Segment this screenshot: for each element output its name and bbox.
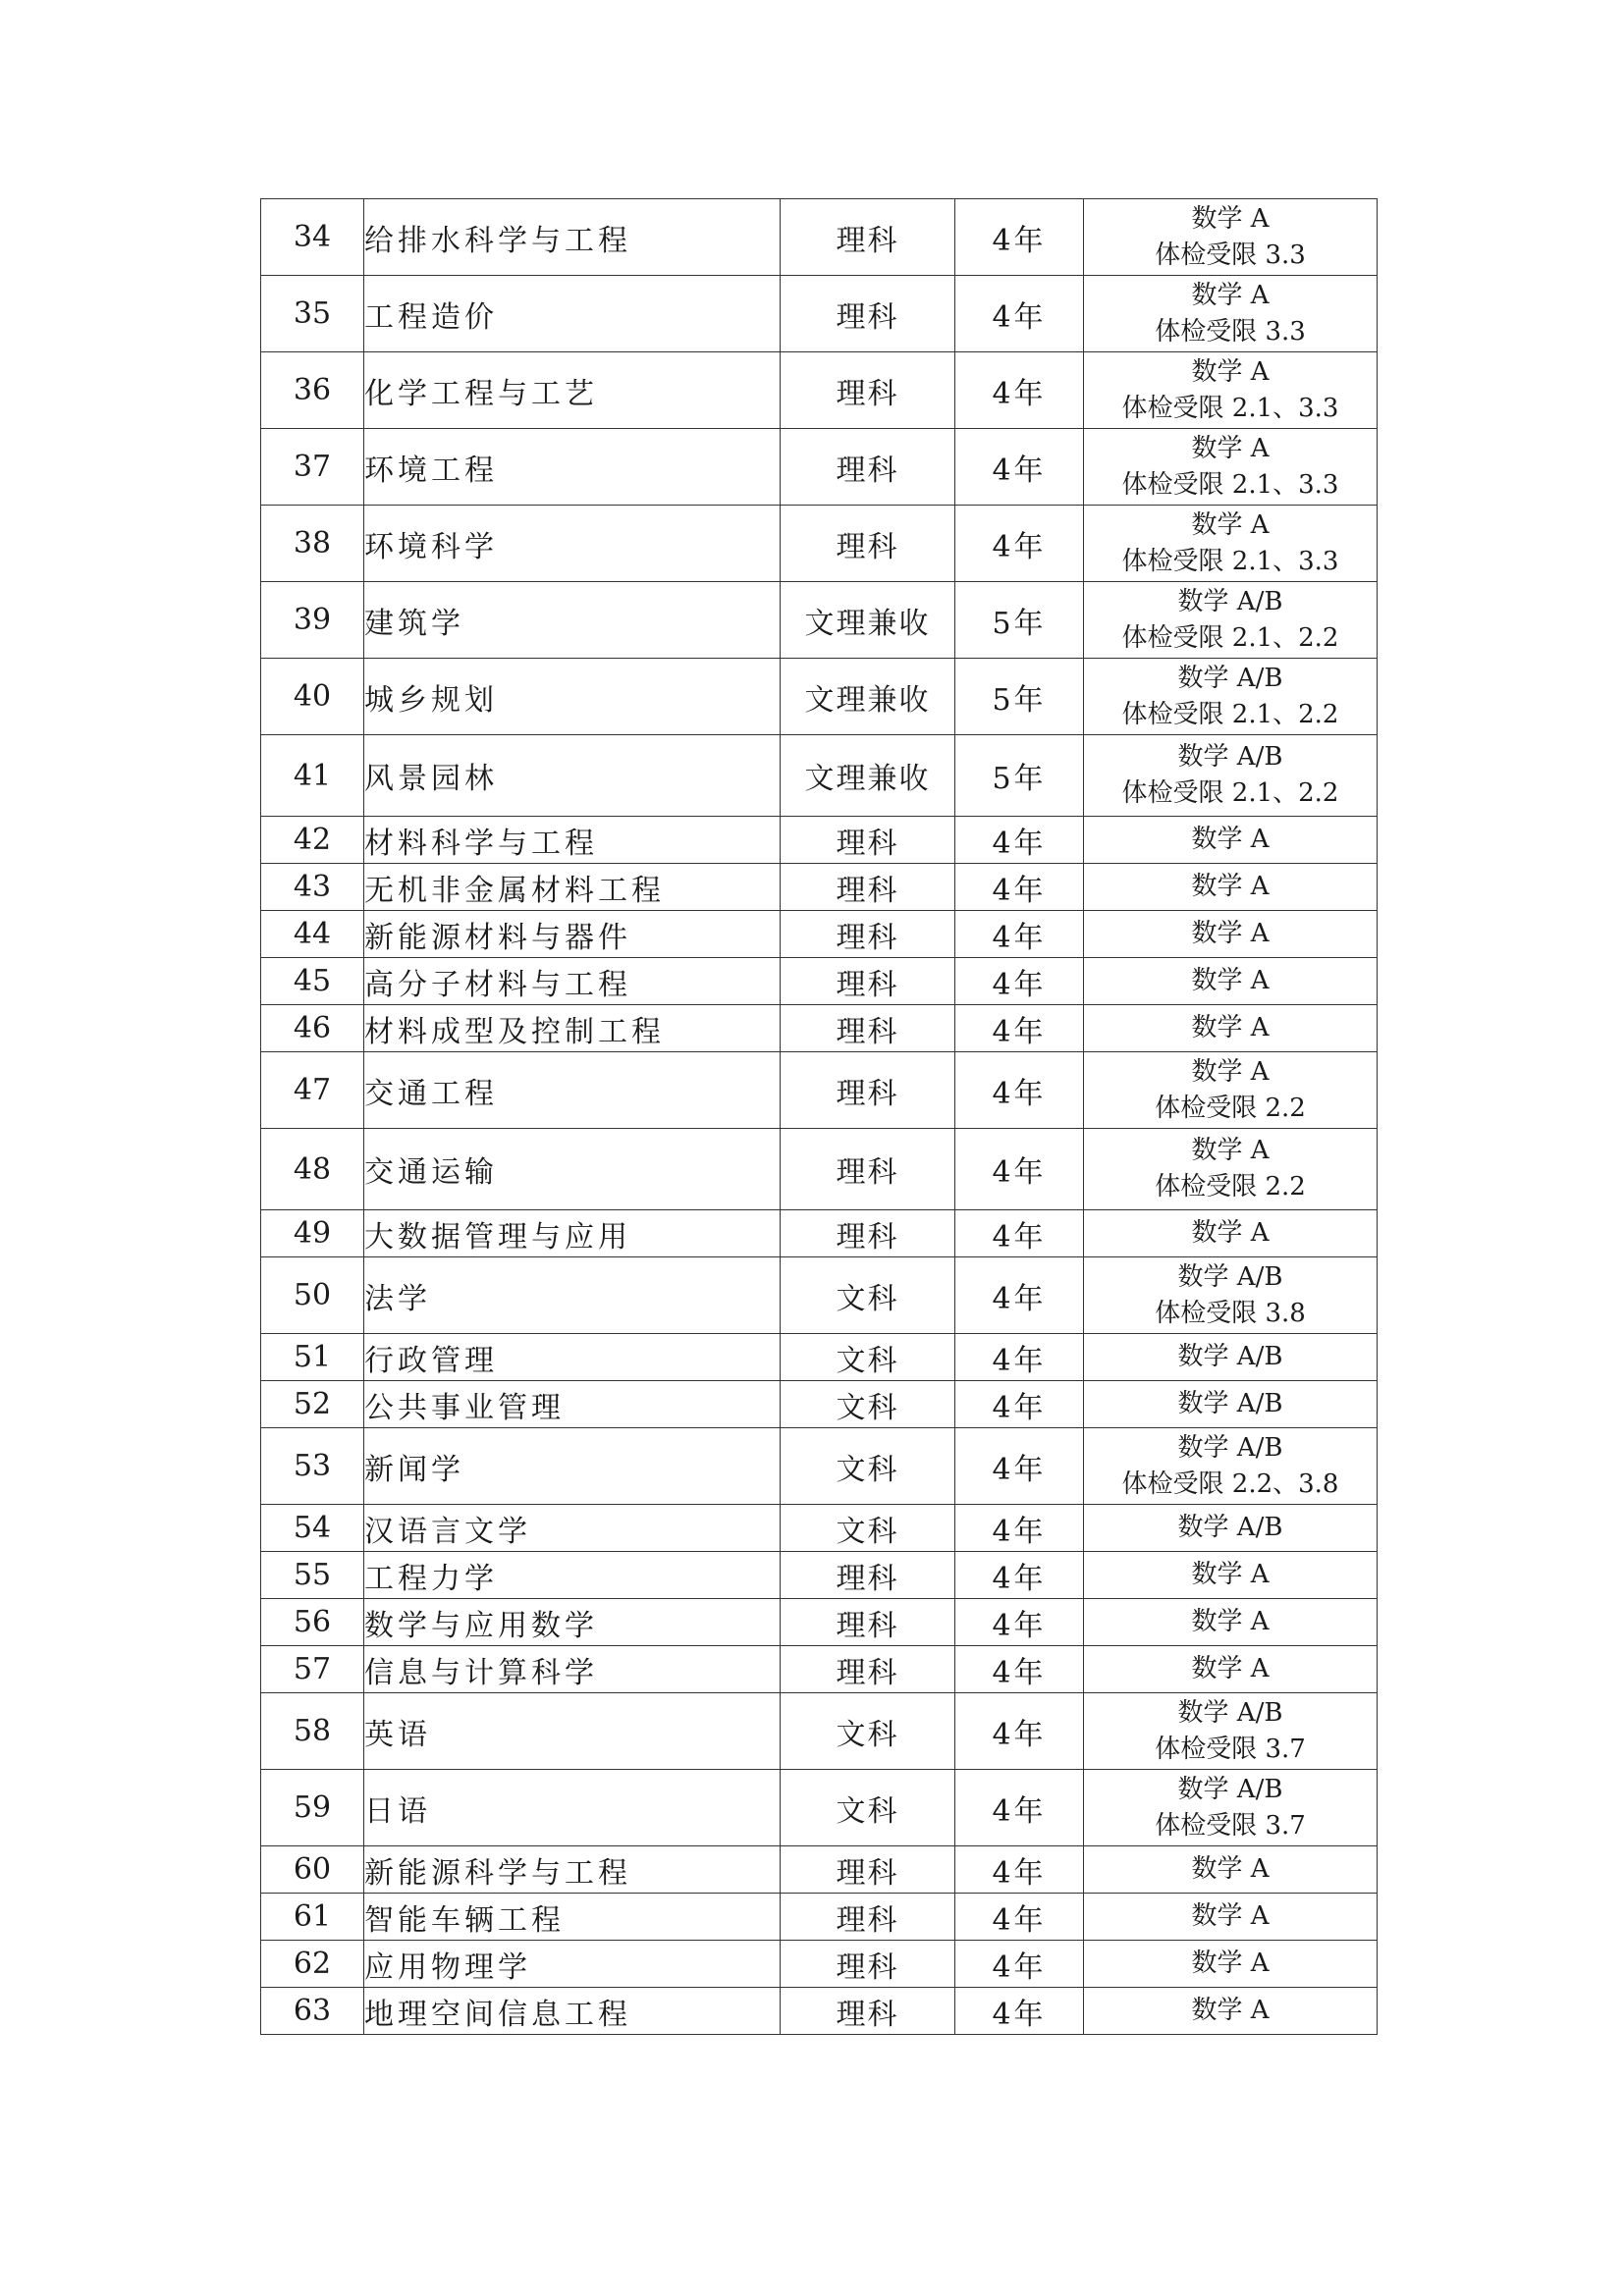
cell-duration: 4年 [955,1210,1084,1257]
cell-duration: 4年 [955,1770,1084,1846]
cell-major-name: 高分子材料与工程 [364,958,781,1005]
table-row [261,1941,1378,1988]
cell-category: 理科 [781,1941,955,1988]
cell-number: 55 [261,1552,364,1599]
cell-category: 理科 [781,352,955,429]
health-restriction: 体检受限 2.2、3.8 [1121,1468,1339,1499]
cell-category: 理科 [781,429,955,506]
cell-major-name: 交通工程 [364,1052,781,1129]
cell-major-name: 新闻学 [364,1428,781,1505]
cell-requirements [1084,1552,1378,1599]
cell-requirements [1084,1129,1378,1210]
cell-major-name: 地理空间信息工程 [364,1988,781,2035]
table-row [261,199,1378,276]
cell-requirements [1084,659,1378,735]
cell-duration: 4年 [955,1381,1084,1428]
cell-number: 37 [261,429,364,506]
cell-duration: 4年 [955,1005,1084,1052]
cell-category: 文理兼收 [781,735,955,817]
cell-requirements [1084,864,1378,911]
cell-number: 44 [261,911,364,958]
cell-major-name: 应用物理学 [364,1941,781,1988]
math-requirement: 数学 A [1191,872,1270,901]
table-row [261,582,1378,659]
cell-requirements [1084,1894,1378,1941]
cell-major-name: 环境工程 [364,429,781,506]
math-requirement: 数学 A [1191,203,1270,234]
math-requirement: 数学 A/B [1177,1261,1283,1292]
math-requirement: 数学 A [1191,1996,1270,2025]
cell-requirements [1084,1428,1378,1505]
cell-duration: 4年 [955,1428,1084,1505]
cell-number: 36 [261,352,364,429]
cell-number: 45 [261,958,364,1005]
cell-major-name: 公共事业管理 [364,1381,781,1428]
health-restriction: 体检受限 3.3 [1155,316,1306,347]
cell-number: 63 [261,1988,364,2035]
health-restriction: 体检受限 2.2 [1155,1093,1306,1123]
table-row [261,1646,1378,1693]
math-requirement: 数学 A [1191,1013,1270,1042]
cell-major-name: 日语 [364,1770,781,1846]
cell-number: 52 [261,1381,364,1428]
math-requirement: 数学 A [1191,966,1270,995]
cell-duration: 4年 [955,1599,1084,1646]
math-requirement: 数学 A/B [1177,1342,1283,1371]
table-row [261,276,1378,352]
cell-requirements [1084,1988,1378,2035]
cell-category: 理科 [781,1005,955,1052]
cell-category: 文科 [781,1381,955,1428]
cell-number: 61 [261,1894,364,1941]
math-requirement: 数学 A/B [1177,1774,1283,1804]
cell-requirements [1084,1052,1378,1129]
cell-category: 文科 [781,1257,955,1334]
math-requirement: 数学 A [1191,1654,1270,1683]
health-restriction: 体检受限 3.7 [1155,1810,1306,1841]
cell-number: 39 [261,582,364,659]
cell-number: 62 [261,1941,364,1988]
health-restriction: 体检受限 2.1、2.2 [1121,622,1339,653]
math-requirement: 数学 A [1191,825,1270,854]
cell-duration: 4年 [955,1846,1084,1894]
table-row [261,659,1378,735]
cell-duration: 5年 [955,582,1084,659]
table-row [261,911,1378,958]
cell-requirements [1084,735,1378,817]
cell-major-name: 材料成型及控制工程 [364,1005,781,1052]
health-restriction: 体检受限 2.1、2.2 [1121,699,1339,729]
cell-requirements [1084,1005,1378,1052]
cell-duration: 4年 [955,1941,1084,1988]
cell-requirements [1084,582,1378,659]
math-requirement: 数学 A [1191,433,1270,463]
cell-major-name: 行政管理 [364,1334,781,1381]
cell-category: 文科 [781,1693,955,1770]
health-restriction: 体检受限 3.7 [1155,1734,1306,1764]
cell-number: 40 [261,659,364,735]
cell-category: 文科 [781,1428,955,1505]
cell-requirements [1084,429,1378,506]
cell-category: 文理兼收 [781,659,955,735]
math-requirement: 数学 A/B [1177,663,1283,693]
cell-category: 文科 [781,1505,955,1552]
table-row [261,1257,1378,1334]
cell-number: 48 [261,1129,364,1210]
cell-category: 理科 [781,958,955,1005]
table-row [261,735,1378,817]
math-requirement: 数学 A/B [1177,586,1283,616]
table-row [261,1988,1378,2035]
math-requirement: 数学 A [1191,919,1270,948]
math-requirement: 数学 A/B [1177,1513,1283,1542]
cell-duration: 4年 [955,1052,1084,1129]
table-row [261,1334,1378,1381]
cell-duration: 4年 [955,1334,1084,1381]
table-row [261,352,1378,429]
cell-category: 理科 [781,506,955,582]
cell-number: 59 [261,1770,364,1846]
math-requirement: 数学 A [1191,1901,1270,1931]
cell-requirements [1084,1505,1378,1552]
cell-requirements [1084,1334,1378,1381]
cell-duration: 4年 [955,1552,1084,1599]
math-requirement: 数学 A [1191,356,1270,387]
cell-major-name: 材料科学与工程 [364,817,781,864]
cell-category: 文科 [781,1770,955,1846]
cell-category: 理科 [781,1646,955,1693]
cell-number: 50 [261,1257,364,1334]
cell-duration: 4年 [955,276,1084,352]
health-restriction: 体检受限 2.1、2.2 [1121,778,1339,808]
math-requirement: 数学 A [1191,1560,1270,1589]
health-restriction: 体检受限 2.2 [1155,1172,1306,1201]
cell-number: 42 [261,817,364,864]
cell-number: 57 [261,1646,364,1693]
cell-duration: 4年 [955,911,1084,958]
cell-number: 53 [261,1428,364,1505]
math-requirement: 数学 A [1191,1136,1270,1165]
cell-category: 理科 [781,1894,955,1941]
cell-category: 文理兼收 [781,582,955,659]
cell-major-name: 信息与计算科学 [364,1646,781,1693]
health-restriction: 体检受限 2.1、3.3 [1121,546,1339,576]
cell-major-name: 无机非金属材料工程 [364,864,781,911]
cell-duration: 5年 [955,735,1084,817]
table-row [261,1599,1378,1646]
table-row [261,506,1378,582]
cell-category: 理科 [781,1129,955,1210]
cell-requirements [1084,817,1378,864]
table-row [261,958,1378,1005]
cell-requirements [1084,1941,1378,1988]
table-row [261,1052,1378,1129]
cell-duration: 4年 [955,199,1084,276]
cell-major-name: 英语 [364,1693,781,1770]
cell-number: 43 [261,864,364,911]
cell-category: 理科 [781,276,955,352]
cell-category: 理科 [781,1599,955,1646]
table-row [261,1381,1378,1428]
math-requirement: 数学 A/B [1177,1432,1283,1463]
cell-duration: 4年 [955,817,1084,864]
cell-major-name: 大数据管理与应用 [364,1210,781,1257]
table-row [261,817,1378,864]
health-restriction: 体检受限 2.1、3.3 [1121,393,1339,423]
cell-number: 54 [261,1505,364,1552]
cell-requirements [1084,1599,1378,1646]
cell-category: 理科 [781,817,955,864]
cell-duration: 4年 [955,1988,1084,2035]
cell-requirements [1084,506,1378,582]
cell-category: 理科 [781,1552,955,1599]
cell-number: 60 [261,1846,364,1894]
cell-duration: 4年 [955,1646,1084,1693]
cell-requirements [1084,1257,1378,1334]
table-row [261,1693,1378,1770]
math-requirement: 数学 A [1191,1607,1270,1636]
cell-category: 理科 [781,1052,955,1129]
cell-requirements [1084,1210,1378,1257]
cell-major-name: 化学工程与工艺 [364,352,781,429]
math-requirement: 数学 A [1191,509,1270,540]
cell-duration: 4年 [955,352,1084,429]
majors-table-body [261,199,1378,2035]
cell-major-name: 数学与应用数学 [364,1599,781,1646]
cell-major-name: 建筑学 [364,582,781,659]
cell-number: 51 [261,1334,364,1381]
cell-major-name: 交通运输 [364,1129,781,1210]
cell-number: 41 [261,735,364,817]
cell-number: 56 [261,1599,364,1646]
cell-category: 理科 [781,1210,955,1257]
cell-duration: 4年 [955,864,1084,911]
cell-number: 35 [261,276,364,352]
health-restriction: 体检受限 3.3 [1155,240,1306,270]
cell-requirements [1084,199,1378,276]
cell-requirements [1084,958,1378,1005]
cell-requirements [1084,1381,1378,1428]
table-row [261,1129,1378,1210]
cell-major-name: 城乡规划 [364,659,781,735]
cell-major-name: 汉语言文学 [364,1505,781,1552]
cell-requirements [1084,1646,1378,1693]
cell-duration: 5年 [955,659,1084,735]
math-requirement: 数学 A/B [1177,742,1283,772]
health-restriction: 体检受限 3.8 [1155,1298,1306,1328]
cell-number: 47 [261,1052,364,1129]
table-row [261,429,1378,506]
math-requirement: 数学 A/B [1177,1389,1283,1418]
cell-requirements [1084,276,1378,352]
cell-duration: 4年 [955,1505,1084,1552]
math-requirement: 数学 A [1191,1949,1270,1978]
table-row [261,1428,1378,1505]
cell-category: 理科 [781,911,955,958]
cell-requirements [1084,911,1378,958]
cell-number: 38 [261,506,364,582]
cell-duration: 4年 [955,429,1084,506]
math-requirement: 数学 A [1191,280,1270,310]
cell-number: 46 [261,1005,364,1052]
table-row [261,1846,1378,1894]
cell-major-name: 环境科学 [364,506,781,582]
cell-category: 理科 [781,1988,955,2035]
cell-number: 49 [261,1210,364,1257]
cell-number: 58 [261,1693,364,1770]
cell-major-name: 法学 [364,1257,781,1334]
cell-major-name: 风景园林 [364,735,781,817]
table-row [261,1552,1378,1599]
table-row [261,1770,1378,1846]
cell-duration: 4年 [955,506,1084,582]
cell-category: 文科 [781,1334,955,1381]
table-row [261,1005,1378,1052]
cell-major-name: 工程造价 [364,276,781,352]
cell-requirements [1084,1693,1378,1770]
cell-category: 理科 [781,1846,955,1894]
math-requirement: 数学 A [1191,1854,1270,1884]
cell-major-name: 给排水科学与工程 [364,199,781,276]
health-restriction: 体检受限 2.1、3.3 [1121,469,1339,500]
math-requirement: 数学 A [1191,1056,1270,1087]
math-requirement: 数学 A [1191,1218,1270,1248]
cell-category: 理科 [781,864,955,911]
cell-major-name: 新能源材料与器件 [364,911,781,958]
cell-category: 理科 [781,199,955,276]
cell-requirements [1084,1846,1378,1894]
table-row [261,1505,1378,1552]
cell-requirements [1084,352,1378,429]
cell-major-name: 新能源科学与工程 [364,1846,781,1894]
cell-duration: 4年 [955,958,1084,1005]
table-row [261,1894,1378,1941]
majors-table [260,198,1378,2035]
cell-number: 34 [261,199,364,276]
table-row [261,1210,1378,1257]
math-requirement: 数学 A/B [1177,1697,1283,1728]
cell-duration: 4年 [955,1894,1084,1941]
cell-major-name: 工程力学 [364,1552,781,1599]
cell-duration: 4年 [955,1129,1084,1210]
cell-major-name: 智能车辆工程 [364,1894,781,1941]
cell-duration: 4年 [955,1693,1084,1770]
cell-requirements [1084,1770,1378,1846]
table-row [261,864,1378,911]
cell-duration: 4年 [955,1257,1084,1334]
